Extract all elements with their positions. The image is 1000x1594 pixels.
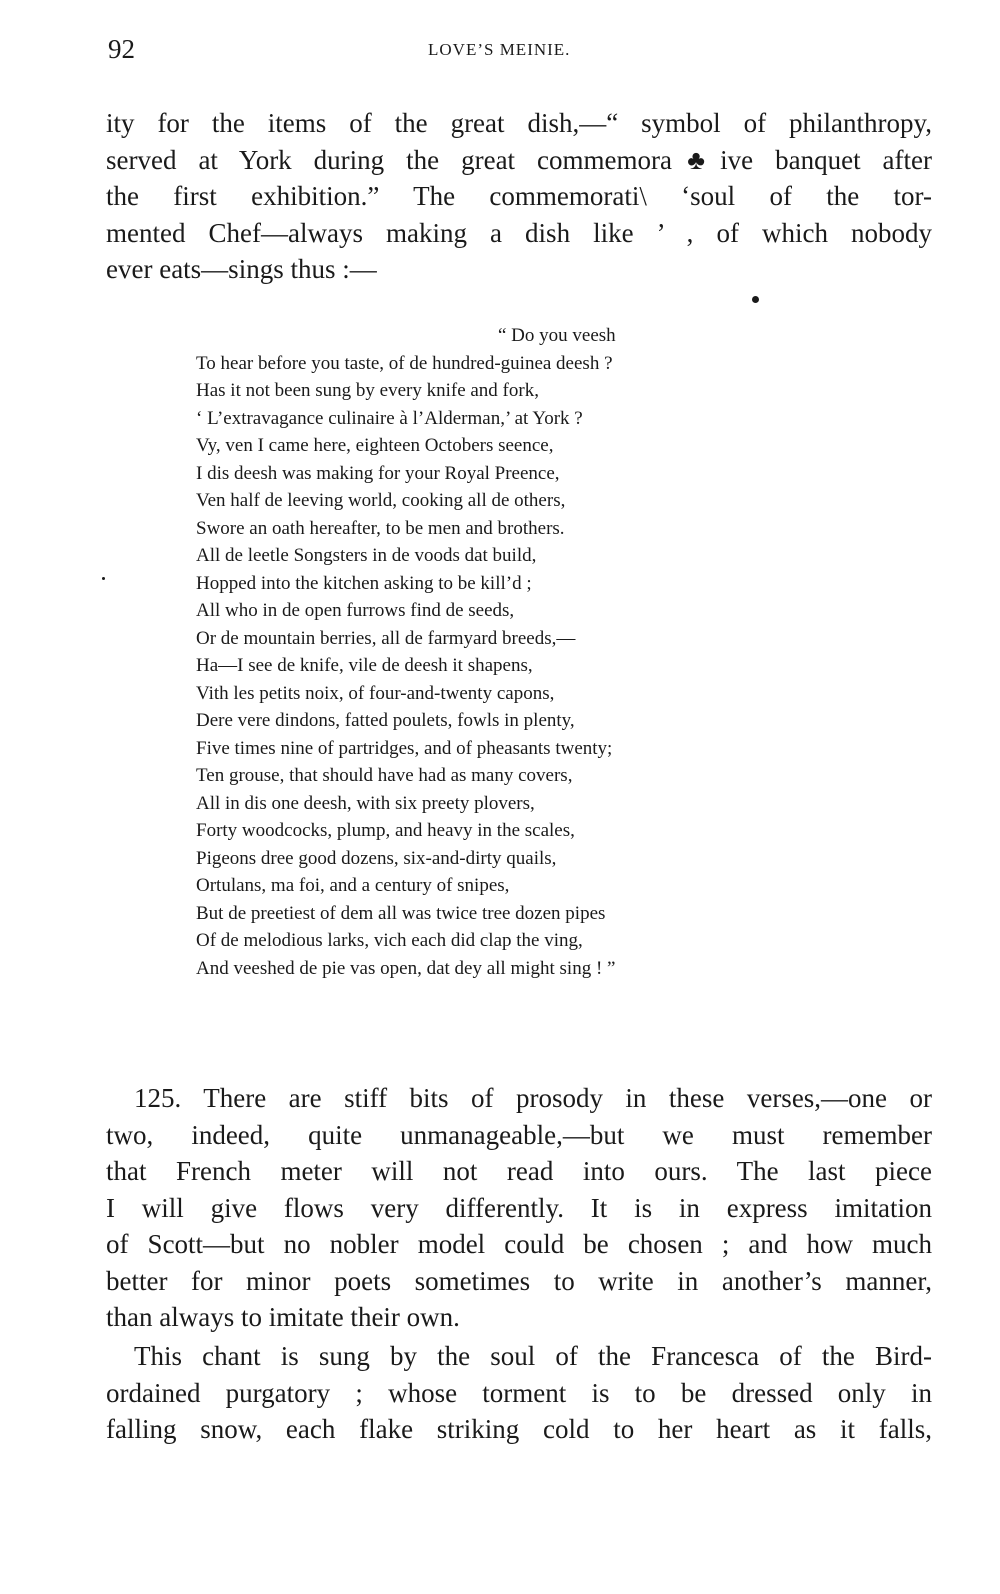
poem-line: Of de melodious larks, vich each did clap the ving, xyxy=(196,930,583,951)
poem-line: “ Do you veesh xyxy=(498,325,616,346)
poem-line: Ven half de leeving world, cooking all de others, xyxy=(196,490,566,511)
poem-line: Has it not been sung by every knife and fork, xyxy=(196,380,539,401)
text-line: the first exhibition.” The commemorati\ ‘soul of the tor- xyxy=(106,181,932,211)
text-line: falling snow, each flake striking cold to her heart as it falls, xyxy=(106,1414,932,1444)
text-line: 125. There are stiff bits of prosody in these verses,—one or xyxy=(134,1083,932,1113)
poem-line: Or de mountain berries, all de farmyard breeds,— xyxy=(196,627,576,649)
poem xyxy=(196,322,836,982)
poem-line: Pigeons dree good dozens, six-and-dirty quails, xyxy=(196,847,557,869)
paragraph-1 xyxy=(106,105,932,288)
poem-line: Ha—I see de knife, vile de deesh it shapens, xyxy=(196,655,533,676)
text-line: that French meter will not read into ours. The last piece xyxy=(106,1156,932,1186)
ink-speck xyxy=(752,296,759,303)
text-line: two, indeed, quite unmanageable,—but we must remember xyxy=(106,1119,932,1150)
ink-speck xyxy=(102,577,105,580)
poem-line: Vith les petits noix, of four-and-twenty capons, xyxy=(196,682,555,704)
text-line: ity for the items of the great dish,—“ symbol of philanthropy, xyxy=(106,108,932,138)
text-line: ever eats—sings thus :— xyxy=(106,254,377,284)
poem-line: Ortulans, ma foi, and a century of snipes, xyxy=(196,875,510,896)
text-line: served at York during the great commemora♣ive banquet after xyxy=(106,144,932,175)
running-title: LOVE’S MEINIE. xyxy=(428,40,571,59)
poem-line: I dis deesh was making for your Royal Preence, xyxy=(196,462,560,484)
poem-line: Ten grouse, that should have had as many covers, xyxy=(196,765,573,786)
text-line: This chant is sung by the soul of the Francesca of the Bird- xyxy=(134,1341,932,1371)
text-line: I will give flows very differently. It is in express imitation xyxy=(106,1192,932,1223)
poem-line: And veeshed de pie vas open, dat dey all might sing ! ” xyxy=(196,957,616,979)
text-line: of Scott—but no nobler model could be chosen ; and how much xyxy=(106,1229,932,1259)
text-line: than always to imitate their own. xyxy=(106,1302,460,1332)
poem-line: Vy, ven I came here, eighteen Octobers seence, xyxy=(196,435,554,456)
poem-line: Swore an oath hereafter, to be men and brothers. xyxy=(196,517,565,539)
text-line: mented Chef—always making a dish like ’ , of which nobody xyxy=(106,217,932,248)
poem-line: All in dis one deesh, with six preety plovers, xyxy=(196,792,535,814)
text-line: better for minor poets sometimes to write in another’s manner, xyxy=(106,1265,932,1296)
poem-line: Hopped into the kitchen asking to be kill’d ; xyxy=(196,572,532,594)
poem-line: All de leetle Songsters in de voods dat build, xyxy=(196,545,537,566)
poem-line: Forty woodcocks, plump, and heavy in the scales, xyxy=(196,820,575,841)
paragraph-2 xyxy=(106,1080,932,1336)
paragraph-3 xyxy=(106,1338,932,1448)
poem-line: All who in de open furrows find de seeds, xyxy=(196,600,515,621)
text-line: ordained purgatory ; whose torment is to be dressed only in xyxy=(106,1377,932,1408)
poem-line: To hear before you taste, of de hundred-guinea deesh ? xyxy=(196,352,613,374)
poem-line: Five times nine of partridges, and of pheasants twenty; xyxy=(196,737,613,759)
poem-line: ‘ L’extravagance culinaire à l’Alderman,’ at York ? xyxy=(196,407,583,429)
page-number: 92 xyxy=(108,34,135,64)
poem-line: Dere vere dindons, fatted poulets, fowls in plenty, xyxy=(196,710,575,731)
poem-line: But de preetiest of dem all was twice tree dozen pipes xyxy=(196,902,606,924)
